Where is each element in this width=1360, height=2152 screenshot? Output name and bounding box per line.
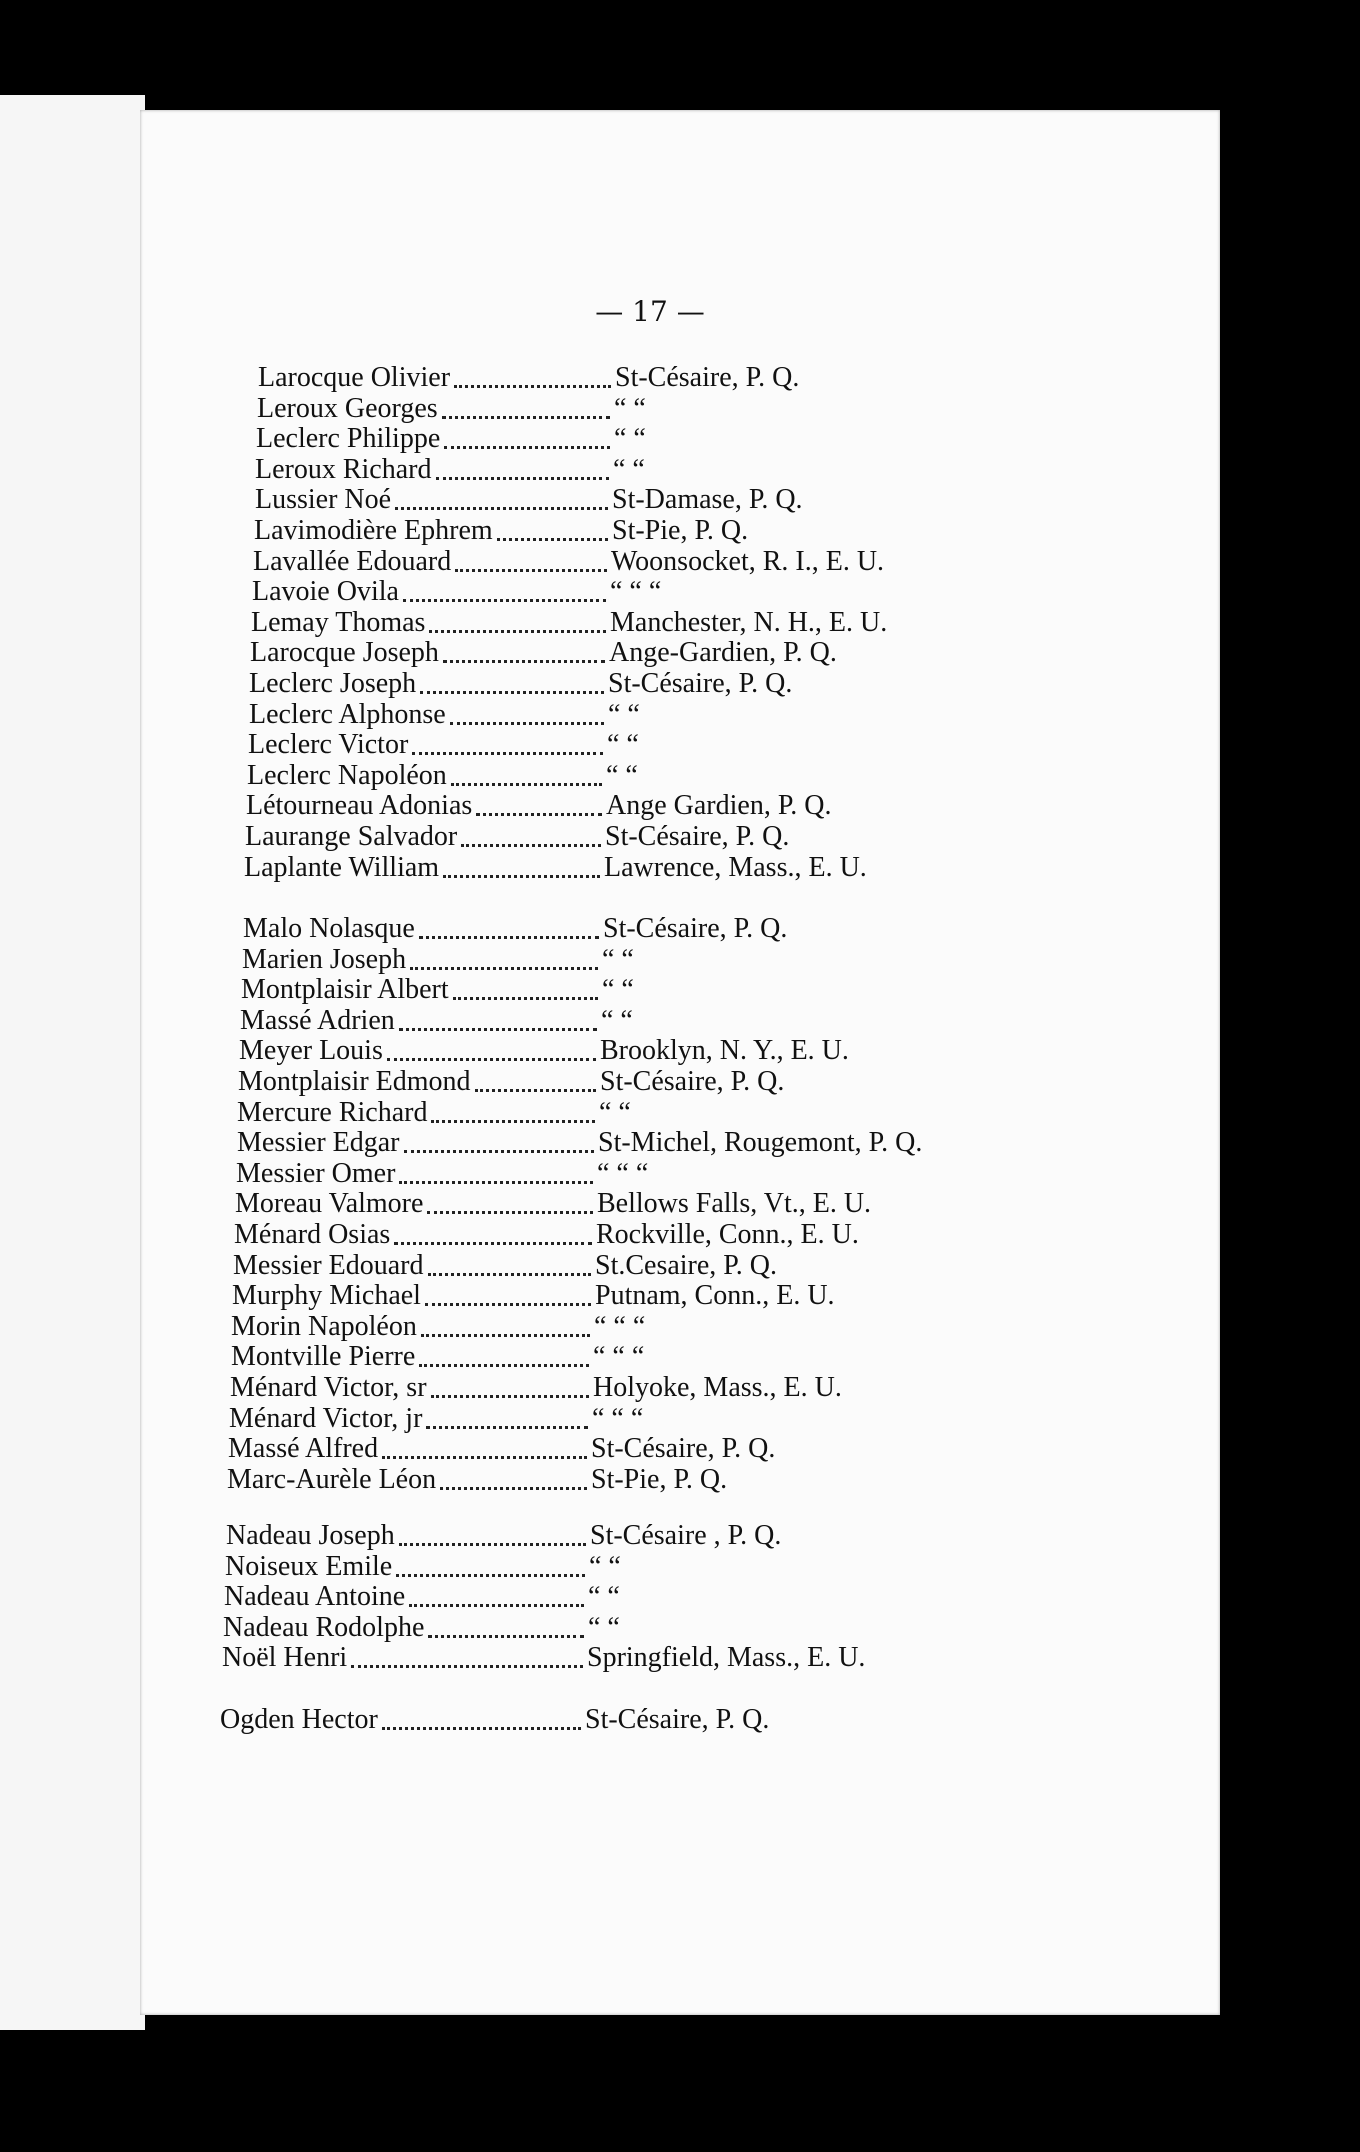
- list-item: [0, 1066, 1360, 1097]
- list-item: [0, 1372, 1360, 1403]
- entry-place: St-Césaire, P. Q.: [605, 821, 790, 852]
- dot-leader: [409, 1602, 584, 1607]
- dot-leader: [420, 689, 604, 694]
- entry-name: Messier Edgar: [237, 1127, 400, 1159]
- list-item: [0, 1433, 1360, 1465]
- entry-name: Ménard Osias: [234, 1219, 391, 1250]
- entry-place: “ “: [602, 974, 634, 1006]
- list-item: [0, 515, 1360, 546]
- list-item: [0, 1463, 1360, 1495]
- entry-name: Marien Joseph: [242, 943, 407, 975]
- entry-name: Montplaisir Albert: [241, 974, 449, 1006]
- list-item: [0, 453, 1360, 485]
- list-item: [0, 1402, 1360, 1434]
- entry-name: Ogden Hector: [220, 1704, 378, 1735]
- dot-leader: [497, 536, 608, 541]
- list-item: [0, 1581, 1360, 1613]
- entry-name: Montplaisir Edmond: [238, 1066, 471, 1097]
- entry-place: Putnam, Conn., E. U.: [595, 1280, 835, 1312]
- dot-leader: [419, 1362, 589, 1367]
- entry-name: Moreau Valmore: [235, 1188, 424, 1220]
- entry-name: Lavallée Edouard: [253, 545, 452, 577]
- dot-leader: [426, 1424, 588, 1429]
- list-item: [0, 790, 1360, 822]
- entry-name: Marc-Aurèle Léon: [227, 1463, 437, 1495]
- list-item: [0, 545, 1360, 577]
- list-item: [0, 1520, 1360, 1551]
- list-item: [0, 1310, 1360, 1342]
- entry-place: Ange Gardien, P. Q.: [606, 790, 832, 822]
- entry-name: Massé Adrien: [240, 1004, 395, 1036]
- list-item: [0, 821, 1360, 852]
- entry-name: Leclerc Philippe: [256, 423, 441, 455]
- list-item: [0, 759, 1360, 791]
- dot-leader: [440, 1485, 587, 1490]
- entry-place: “ “: [602, 943, 634, 975]
- entry-place: “ “: [607, 729, 639, 761]
- list-item: [0, 362, 1360, 393]
- entry-name: Leroux Georges: [257, 392, 438, 424]
- dot-leader: [461, 842, 601, 847]
- dot-leader: [387, 1056, 596, 1061]
- page-number: — 17 —: [595, 295, 705, 328]
- list-item: [0, 1127, 1360, 1159]
- entry-place: “ “: [614, 392, 646, 424]
- dot-leader: [451, 781, 602, 786]
- dot-leader: [382, 1454, 587, 1459]
- entry-place: “ “: [614, 423, 646, 455]
- entry-place: Lawrence, Mass., E. U.: [604, 851, 867, 883]
- entry-name: Nadeau Rodolphe: [223, 1611, 425, 1643]
- entry-place: “ “: [608, 698, 640, 730]
- entry-place: “ “ “: [593, 1341, 645, 1373]
- entry-name: Létourneau Adonias: [246, 790, 473, 822]
- list-item: [0, 1550, 1360, 1582]
- list-item: [0, 698, 1360, 730]
- dot-leader: [442, 414, 610, 419]
- dot-leader: [476, 811, 602, 816]
- dot-leader: [428, 1271, 591, 1276]
- list-item: [0, 913, 1360, 944]
- entry-place: St-Césaire, P. Q.: [603, 913, 788, 944]
- entry-name: Lussier Noé: [255, 484, 392, 516]
- dot-leader: [427, 1209, 593, 1214]
- list-item: [0, 1341, 1360, 1373]
- entry-place: Springfield, Mass., E. U.: [587, 1642, 866, 1674]
- list-item: [0, 392, 1360, 424]
- entry-place: “ “: [588, 1581, 620, 1613]
- dot-leader: [454, 383, 611, 388]
- entry-name: Leclerc Joseph: [249, 668, 417, 699]
- entry-name: Larocque Olivier: [258, 362, 451, 393]
- entry-place: Brooklyn, N. Y., E. U.: [600, 1035, 849, 1067]
- entry-place: St-Damase, P. Q.: [612, 484, 803, 516]
- entry-place: “ “: [589, 1550, 621, 1582]
- list-item: [0, 1004, 1360, 1036]
- entry-place: St-Césaire, P. Q.: [600, 1066, 785, 1097]
- dot-leader: [412, 750, 603, 755]
- entry-name: Leclerc Alphonse: [249, 698, 446, 730]
- list-item: [0, 1611, 1360, 1643]
- entry-name: Laurange Salvador: [245, 821, 458, 852]
- entry-name: Murphy Michael: [232, 1280, 421, 1312]
- entry-name: Lemay Thomas: [251, 606, 426, 638]
- entry-place: “ “ “: [610, 576, 662, 608]
- entry-name: Noël Henri: [222, 1642, 348, 1674]
- dot-leader: [428, 1633, 584, 1638]
- entry-place: St-Césaire , P. Q.: [590, 1520, 782, 1551]
- list-item: [0, 974, 1360, 1006]
- dot-leader: [403, 597, 606, 602]
- entry-name: Massé Alfred: [228, 1433, 379, 1465]
- entry-place: “ “: [613, 453, 645, 485]
- dot-leader: [436, 475, 609, 480]
- entry-place: Ange-Gardien, P. Q.: [609, 637, 837, 669]
- entry-name: Laplante William: [244, 851, 440, 883]
- entry-name: Leclerc Napoléon: [247, 759, 447, 791]
- dot-leader: [396, 1572, 585, 1577]
- entry-name: Lavimodière Ephrem: [254, 515, 493, 546]
- entry-name: Nadeau Antoine: [224, 1581, 406, 1613]
- dot-leader: [429, 628, 606, 633]
- dot-leader: [399, 1541, 586, 1546]
- dot-leader: [450, 720, 604, 725]
- entry-place: Holyoke, Mass., E. U.: [593, 1372, 842, 1403]
- dot-leader: [399, 1026, 597, 1031]
- entry-name: Montville Pierre: [231, 1341, 416, 1373]
- list-item: [0, 1280, 1360, 1312]
- list-item: [0, 1157, 1360, 1189]
- list-item: [0, 576, 1360, 608]
- entry-place: Bellows Falls, Vt., E. U.: [597, 1188, 872, 1220]
- list-item: [0, 943, 1360, 975]
- dot-leader: [382, 1725, 581, 1730]
- entry-name: Malo Nolasque: [243, 913, 415, 944]
- list-item: [0, 484, 1360, 516]
- dot-leader: [419, 934, 599, 939]
- entry-place: Rockville, Conn., E. U.: [596, 1219, 859, 1250]
- dot-leader: [399, 1179, 593, 1184]
- dot-leader: [421, 1332, 590, 1337]
- entry-place: “ “: [599, 1096, 631, 1128]
- entry-place: “ “: [606, 759, 638, 791]
- entry-name: Mercure Richard: [237, 1096, 428, 1128]
- dot-leader: [395, 505, 608, 510]
- entry-place: Manchester, N. H., E. U.: [610, 606, 888, 638]
- list-item: [0, 851, 1360, 883]
- list-item: [0, 1035, 1360, 1067]
- dot-leader: [443, 658, 605, 663]
- entry-place: St-Pie, P. Q.: [591, 1463, 728, 1495]
- list-item: [0, 423, 1360, 455]
- list-item: [0, 1219, 1360, 1250]
- dot-leader: [425, 1301, 591, 1306]
- list-item: [0, 729, 1360, 761]
- entry-name: Ménard Victor, jr: [229, 1402, 423, 1434]
- list-item: [0, 1642, 1360, 1674]
- entry-name: Ménard Victor, sr: [230, 1372, 427, 1403]
- entry-place: “ “ “: [592, 1402, 644, 1434]
- entry-name: Lavoie Ovila: [252, 576, 399, 608]
- entry-name: Leroux Richard: [255, 453, 432, 485]
- dot-leader: [410, 965, 598, 970]
- list-item: [0, 606, 1360, 638]
- entry-place: St-Césaire, P. Q.: [608, 668, 793, 699]
- entry-name: Nadeau Joseph: [226, 1520, 395, 1551]
- list-item: [0, 1188, 1360, 1220]
- entry-name: Leclerc Victor: [248, 729, 409, 761]
- entry-place: St-Césaire, P. Q.: [585, 1704, 770, 1735]
- entry-name: Messier Omer: [236, 1157, 396, 1189]
- dot-leader: [394, 1240, 592, 1245]
- list-item: [0, 637, 1360, 669]
- entry-place: St-Césaire, P. Q.: [615, 362, 800, 393]
- dot-leader: [431, 1118, 595, 1123]
- entry-name: Messier Edouard: [233, 1249, 424, 1281]
- entry-place: St-Césaire, P. Q.: [591, 1433, 776, 1465]
- entry-place: St.Cesaire, P. Q.: [595, 1249, 777, 1281]
- entry-name: Morin Napoléon: [231, 1310, 417, 1342]
- list-item: [0, 668, 1360, 699]
- list-item: [0, 1704, 1360, 1735]
- dot-leader: [351, 1663, 583, 1668]
- entry-place: “ “: [601, 1004, 633, 1036]
- entry-place: Woonsocket, R. I., E. U.: [611, 545, 885, 577]
- dot-leader: [444, 444, 610, 449]
- dot-leader: [443, 873, 600, 878]
- entry-place: “ “ “: [597, 1157, 649, 1189]
- entry-place: “ “: [588, 1611, 620, 1643]
- dot-leader: [475, 1087, 596, 1092]
- list-item: [0, 1249, 1360, 1281]
- dot-leader: [431, 1393, 589, 1398]
- entry-name: Noiseux Emile: [225, 1550, 393, 1582]
- dot-leader: [455, 567, 607, 572]
- entry-place: St-Michel, Rougemont, P. Q.: [598, 1127, 923, 1159]
- entry-name: Larocque Joseph: [250, 637, 439, 669]
- entry-name: Meyer Louis: [239, 1035, 383, 1067]
- list-item: [0, 1096, 1360, 1128]
- dot-leader: [404, 1148, 594, 1153]
- dot-leader: [453, 995, 598, 1000]
- entry-place: “ “ “: [594, 1310, 646, 1342]
- entry-place: St-Pie, P. Q.: [612, 515, 749, 546]
